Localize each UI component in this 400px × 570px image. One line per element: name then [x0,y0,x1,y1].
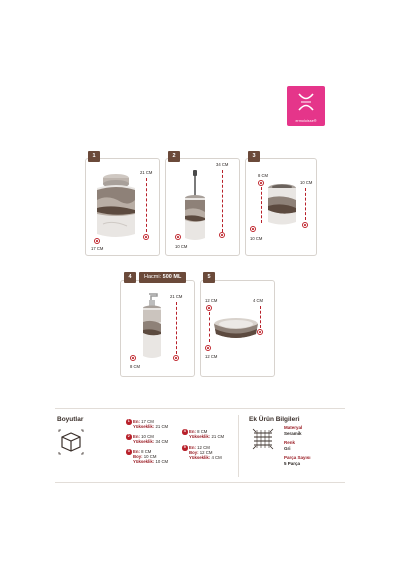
dim-line-height-1 [146,178,147,232]
dim-height-2: 34 CM [216,162,229,167]
volume-label: Hacmi: [144,274,162,280]
dim-depth-3: 10 CM [250,236,263,241]
dim-item-number-3: 3 [127,449,130,453]
product-number-4: 4 [124,272,136,283]
dim-marker-height-2 [219,232,225,238]
dim-item-number-1: 1 [127,419,130,423]
brand-name: ermoloisse® [295,119,317,123]
product-number-3: 3 [248,151,260,162]
product-image-soap-dispenser [137,292,167,362]
dim-line-height-4 [176,302,177,354]
brand-logo [287,86,325,126]
section-divider [238,415,239,477]
brand-mark-icon [296,91,316,113]
dim-item-5: En: 12 CM Boy: 12 CM Yükseklik: 4 CM [189,445,222,461]
dim-marker-height-1 [143,234,149,240]
product-number-2: 2 [168,151,180,162]
dim-top-3: 8 CM [258,173,269,178]
dim-marker-width-5 [205,345,211,351]
dim-marker-width-2 [175,234,181,240]
material-label: Materyal [284,425,303,430]
color-value: Gri [284,446,291,451]
material-value: Seramik [284,431,302,436]
dim-height-1: 21 CM [140,170,153,175]
extra-info-title: Ek Ürün Bilgileri [249,416,300,423]
dim-line-height-2 [222,170,223,232]
product-info-panel [55,408,345,483]
dim-item-3: En: 8 CM Boy: 10 CM Yükseklik: 10 CM [133,449,169,465]
dim-marker-width-1 [94,238,100,244]
dimensions-title: Boyutlar [57,416,84,423]
product-image-soap-dish [210,314,262,344]
dim-marker-height-5 [257,329,263,335]
dim-width-1: 17 CM [91,246,104,251]
dim-depth-5: 12 CM [205,298,218,303]
dim-marker-depth-3 [250,226,256,232]
dim-height-3: 10 CM [300,180,313,185]
dim-line-height-3 [305,188,306,220]
product-number-5: 5 [203,272,215,283]
pieces-value: 5 Parça [284,461,301,466]
dim-marker-height-3 [302,222,308,228]
dim-item-number-5: 5 [183,445,186,449]
dim-height-5: 4 CM [253,298,264,303]
color-label: Renk [284,440,296,445]
dim-width-2: 10 CM [175,244,188,249]
volume-badge [139,272,186,283]
dim-line-height-5 [260,306,261,328]
product-number-1: 1 [88,151,100,162]
dim-item-1: En: 17 CM Yükseklik: 21 CM [133,419,169,430]
dim-item-4: En: 8 CM Yükseklik: 21 CM [189,429,225,440]
dim-marker-depth-5 [206,305,212,311]
pieces-label: Parça Sayısı [284,455,311,460]
package-icon [58,429,84,455]
dim-width-5: 12 CM [205,354,218,359]
dim-height-4: 21 CM [170,294,183,299]
dim-marker-width-4 [130,355,136,361]
dim-marker-height-4 [173,355,179,361]
dim-item-number-2: 2 [127,434,130,438]
dim-item-number-4: 4 [183,429,186,433]
dim-width-4: 8 CM [130,364,141,369]
product-image-toilet-brush [180,168,210,244]
fabric-texture-icon [251,427,275,451]
volume-value: 500 ML [162,274,182,280]
product-image-canister [93,170,139,240]
dim-item-2: En: 10 CM Yükseklik: 34 CM [133,434,169,445]
product-image-toothbrush-holder [262,180,302,230]
